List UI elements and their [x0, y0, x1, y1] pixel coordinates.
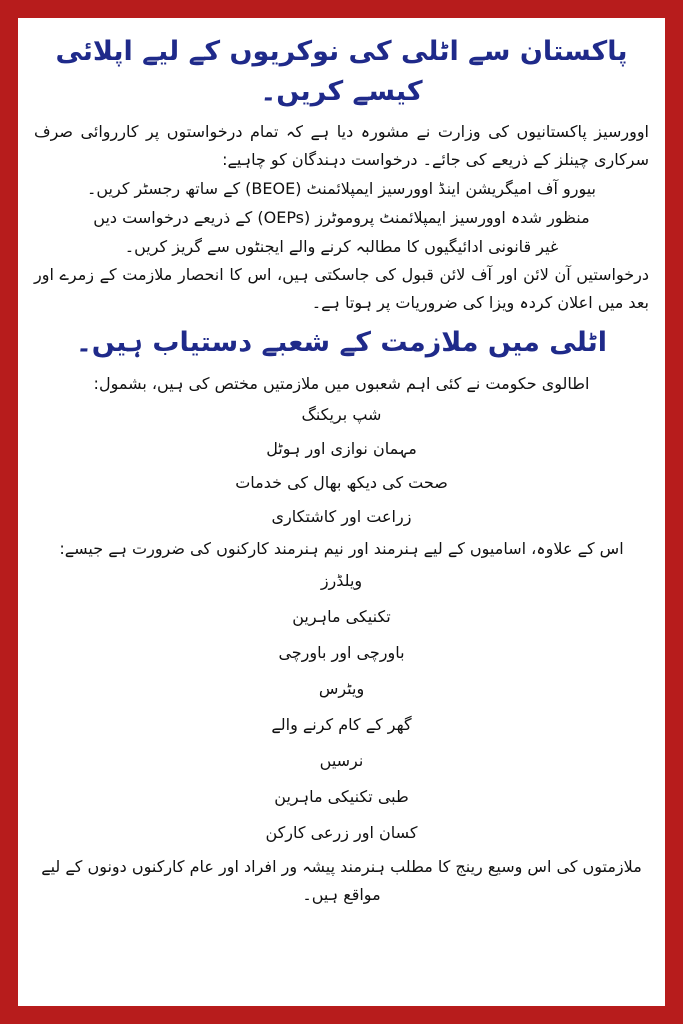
step-avoid-agents: غیر قانونی ادائیگیوں کا مطالبہ کرنے والے ایجنٹوں سے گریز کریں۔ — [124, 237, 559, 256]
role-item: تکنیکی ماہرین — [292, 607, 391, 626]
ministry-advice-paragraph: اوورسیز پاکستانیوں کی وزارت نے مشورہ دیا ہے کہ تمام درخواستوں پر کارروائی صرف سرکاری چینلز کے ذریعے کی جائے۔ درخواست دہندگان کو چاہیے: — [34, 122, 649, 169]
role-item: باورچی اور باورچی — [278, 643, 405, 662]
sector-item-highlighted: زراعت اور کاشتکاری — [271, 507, 412, 526]
role-item: ویلڈرز — [320, 571, 363, 590]
role-item: طبی تکنیکی ماہرین — [274, 787, 409, 806]
sectors-intro: اطالوی حکومت نے کئی اہم شعبوں میں ملازمتیں مختص کی ہیں، بشمول: — [93, 374, 590, 393]
opportunities-footer: ملازمتوں کی اس وسیع رینج کا مطلب ہنرمند پیشہ ور افراد اور عام کارکنوں دونوں کے لیے مواقع ہیں۔ — [41, 857, 642, 904]
sector-item: شپ بریکنگ — [301, 405, 382, 424]
step-register-beoe: بیورو آف امیگریشن اینڈ اوورسیز ایمپلائمنٹ (BEOE) کے ساتھ رجسٹر کریں۔ — [87, 179, 596, 198]
sectors-list — [34, 398, 649, 534]
application-mode-paragraph: درخواستیں آن لائن اور آف لائن قبول کی جاسکتی ہیں، اس کا انحصار ملازمت کے زمرے اور بعد میں اعلان کردہ ویزا کی ضروریات پر ہوتا ہے۔ — [34, 265, 649, 312]
roles-intro: اس کے علاوہ، اسامیوں کے لیے ہنرمند اور نیم ہنرمند کارکنوں کی ضرورت ہے جیسے: — [59, 539, 624, 558]
role-item: نرسیں — [319, 751, 364, 770]
sector-item: صحت کی دیکھ بھال کی خدمات — [235, 473, 448, 492]
how-to-apply-heading: پاکستان سے اٹلی کی نوکریوں کے لیے اپلائی کیسے کریں۔ — [55, 36, 628, 107]
step-apply-via-oeps: منظور شدہ اوورسیز ایمپلائمنٹ پروموٹرز (OEPs) کے ذریعے درخواست دیں — [93, 208, 590, 227]
role-item: ویٹرس — [318, 679, 365, 698]
sector-item: مہمان نوازی اور ہوٹل — [266, 439, 417, 458]
article-page — [18, 18, 665, 1006]
roles-list — [34, 563, 649, 851]
role-item: کسان اور زرعی کارکن — [265, 823, 418, 842]
job-sectors-heading: اٹلی میں ملازمت کے شعبے دستیاب ہیں۔ — [75, 327, 608, 358]
role-item: گھر کے کام کرنے والے — [271, 715, 412, 734]
